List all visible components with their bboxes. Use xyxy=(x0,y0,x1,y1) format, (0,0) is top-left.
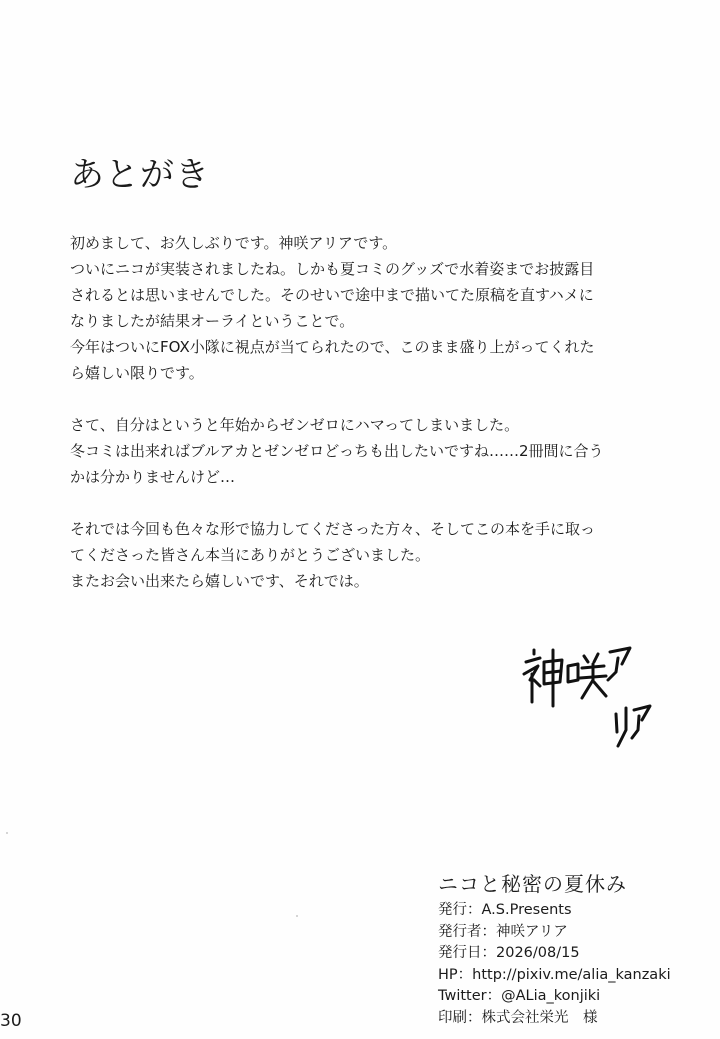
text-line: されるとは思いませんでした。そのせいで途中まで描いてた原稿を直すハメに xyxy=(70,286,594,304)
text-line: なりましたが結果オーライということで。 xyxy=(70,312,355,330)
author-signature xyxy=(518,640,658,750)
text-line: さて、自分はというと年始からゼンゼロにハマってしまいました。 xyxy=(70,416,520,434)
text-line: てくださった皆さん本当にありがとうございました。 xyxy=(70,546,431,564)
publisher-line: 発行：A.S.Presents xyxy=(438,902,572,918)
afterword-body xyxy=(70,230,660,620)
page-number: 30 xyxy=(0,1011,22,1031)
homepage-line: HP：http://pixiv.me/alia_kanzaki xyxy=(438,966,671,983)
printer-line: 印刷：株式会社栄光 様 xyxy=(438,1009,598,1026)
paragraph-3 xyxy=(70,516,660,594)
text-line: 今年はついにFOX小隊に視点が当てられたので、このまま盛り上がってくれた xyxy=(70,338,595,356)
twitter-line: Twitter：@ALia_konjiki xyxy=(438,988,601,1004)
text-line: ら嬉しい限りです。 xyxy=(70,364,204,382)
issuer-line: 発行者：神咲アリア xyxy=(438,923,568,940)
colophon xyxy=(438,870,718,1029)
text-line: かは分かりませんけど… xyxy=(70,468,236,486)
paragraph-1 xyxy=(70,230,660,386)
afterword-heading: あとがき xyxy=(70,155,210,195)
issue-date-line: 発行日：2026/08/15 xyxy=(438,945,580,961)
text-line: 初めまして、お久しぶりです。神咲アリアです。 xyxy=(70,234,398,252)
text-line: 冬コミは出来ればブルアカとゼンゼロどっちも出したいですね……2冊間に合う xyxy=(70,442,604,460)
text-line: それでは今回も色々な形で協力してくださった方々、そしてこの本を手に取っ xyxy=(70,520,596,538)
paper-speck xyxy=(6,832,8,834)
text-line: またお会い出来たら嬉しいです、それでは。 xyxy=(70,572,369,590)
paragraph-2 xyxy=(70,412,660,490)
paper-speck xyxy=(296,915,298,917)
book-title: ニコと秘密の夏休み xyxy=(438,872,627,896)
text-line: ついにニコが実装されましたね。しかも夏コミのグッズで水着姿までお披露目 xyxy=(70,260,595,278)
